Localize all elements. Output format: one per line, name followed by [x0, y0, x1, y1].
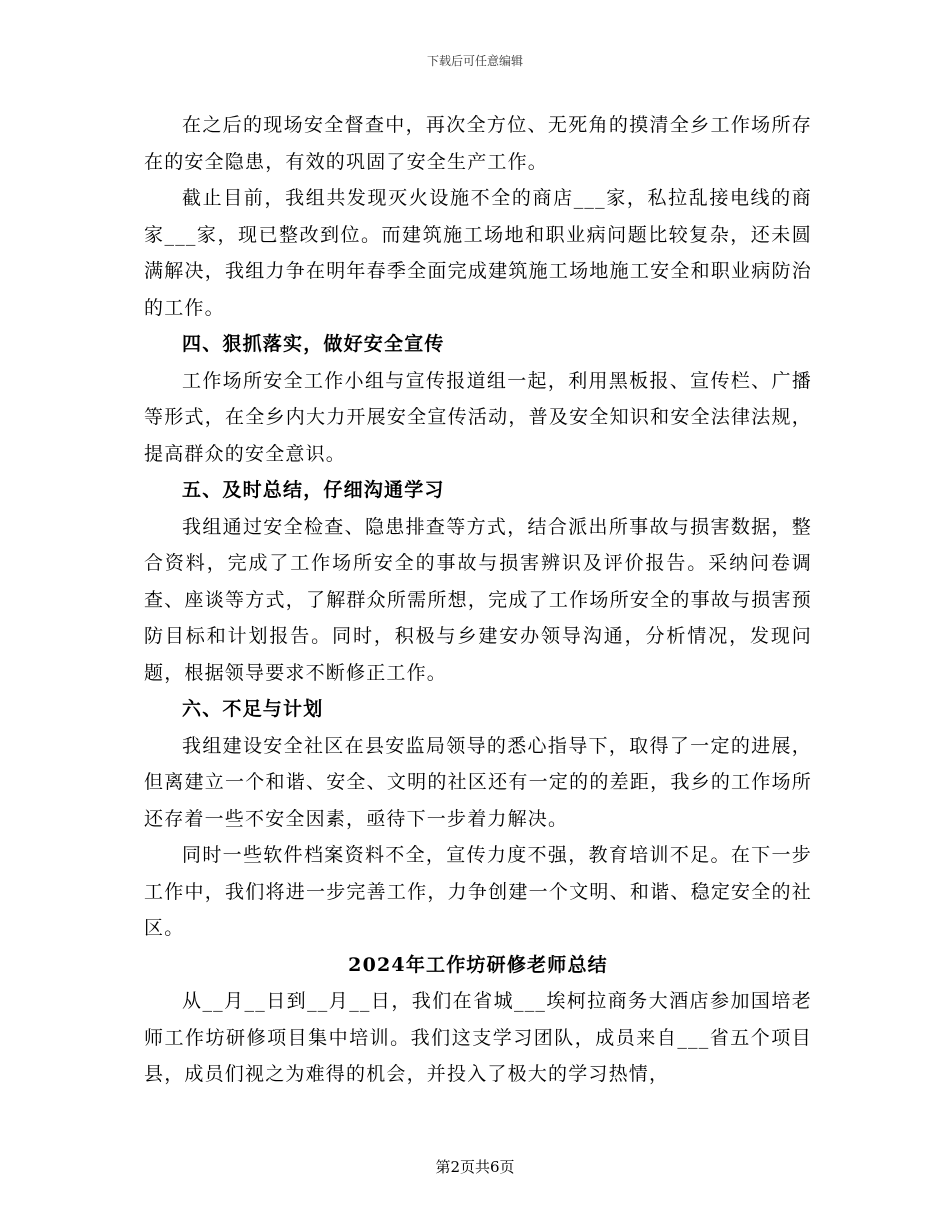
document-title: 2024年工作坊研修老师总结: [348, 953, 608, 976]
paragraph: 在之后的现场安全督查中，再次全方位、无死角的摸清全乡工作场所存在的安全隐患，有效的巩固了安全生产工作。: [144, 114, 812, 173]
document-body: [144, 107, 812, 1093]
page-number: 第2页共6页: [435, 1158, 515, 1176]
paragraph: 我组建设安全社区在县安监局领导的悉心指导下，取得了一定的进展，但离建立一个和谐、安全、文明的社区还有一定的的差距，我乡的工作场所还存着一些不安全因素，亟待下一步着力解决。: [144, 734, 812, 830]
page-header: 下载后可任意编辑: [426, 54, 523, 68]
paragraph: 我组通过安全检查、隐患排查等方式，结合派出所事故与损害数据，整合资料，完成了工作场所安全的事故与损害辨识及评价报告。采纳问卷调查、座谈等方式，了解群众所需所想，完成了工作场所安全的事故与损害预防目标和计划报告。同时，积极与乡建安办领导沟通，分析情况，发现问题，根据领导要求不断修正工作。: [144, 515, 812, 684]
paragraph: 同时一些软件档案资料不全，宣传力度不强，教育培训不足。在下一步工作中，我们将进一步完善工作，力争创建一个文明、和谐、稳定安全的社区。: [144, 844, 812, 939]
section-heading: 六、不足与计划: [182, 698, 324, 720]
section-heading: 五、及时总结，仔细沟通学习: [182, 479, 445, 501]
section-heading: 四、狠抓落实，做好安全宣传: [182, 333, 445, 355]
paragraph: 工作场所安全工作小组与宣传报道组一起，利用黑板报、宣传栏、广播等形式，在全乡内大力开展安全宣传活动，普及安全知识和安全法律法规，提高群众的安全意识。: [144, 369, 812, 465]
paragraph: 从__月__日到__月__日，我们在省城___埃柯拉商务大酒店参加国培老师工作坊研修项目集中培训。我们这支学习团队，成员来自___省五个项目县，成员们视之为难得的机会，并投入了极大的学习热情，: [144, 990, 812, 1085]
paragraph: 截止目前，我组共发现灭火设施不全的商店___家，私拉乱接电线的商家___家，现已整改到位。而建筑施工场地和职业病问题比较复杂，还未圆满解决，我组力争在明年春季全面完成建筑施工场地施工安全和职业病防治的工作。: [144, 187, 812, 319]
